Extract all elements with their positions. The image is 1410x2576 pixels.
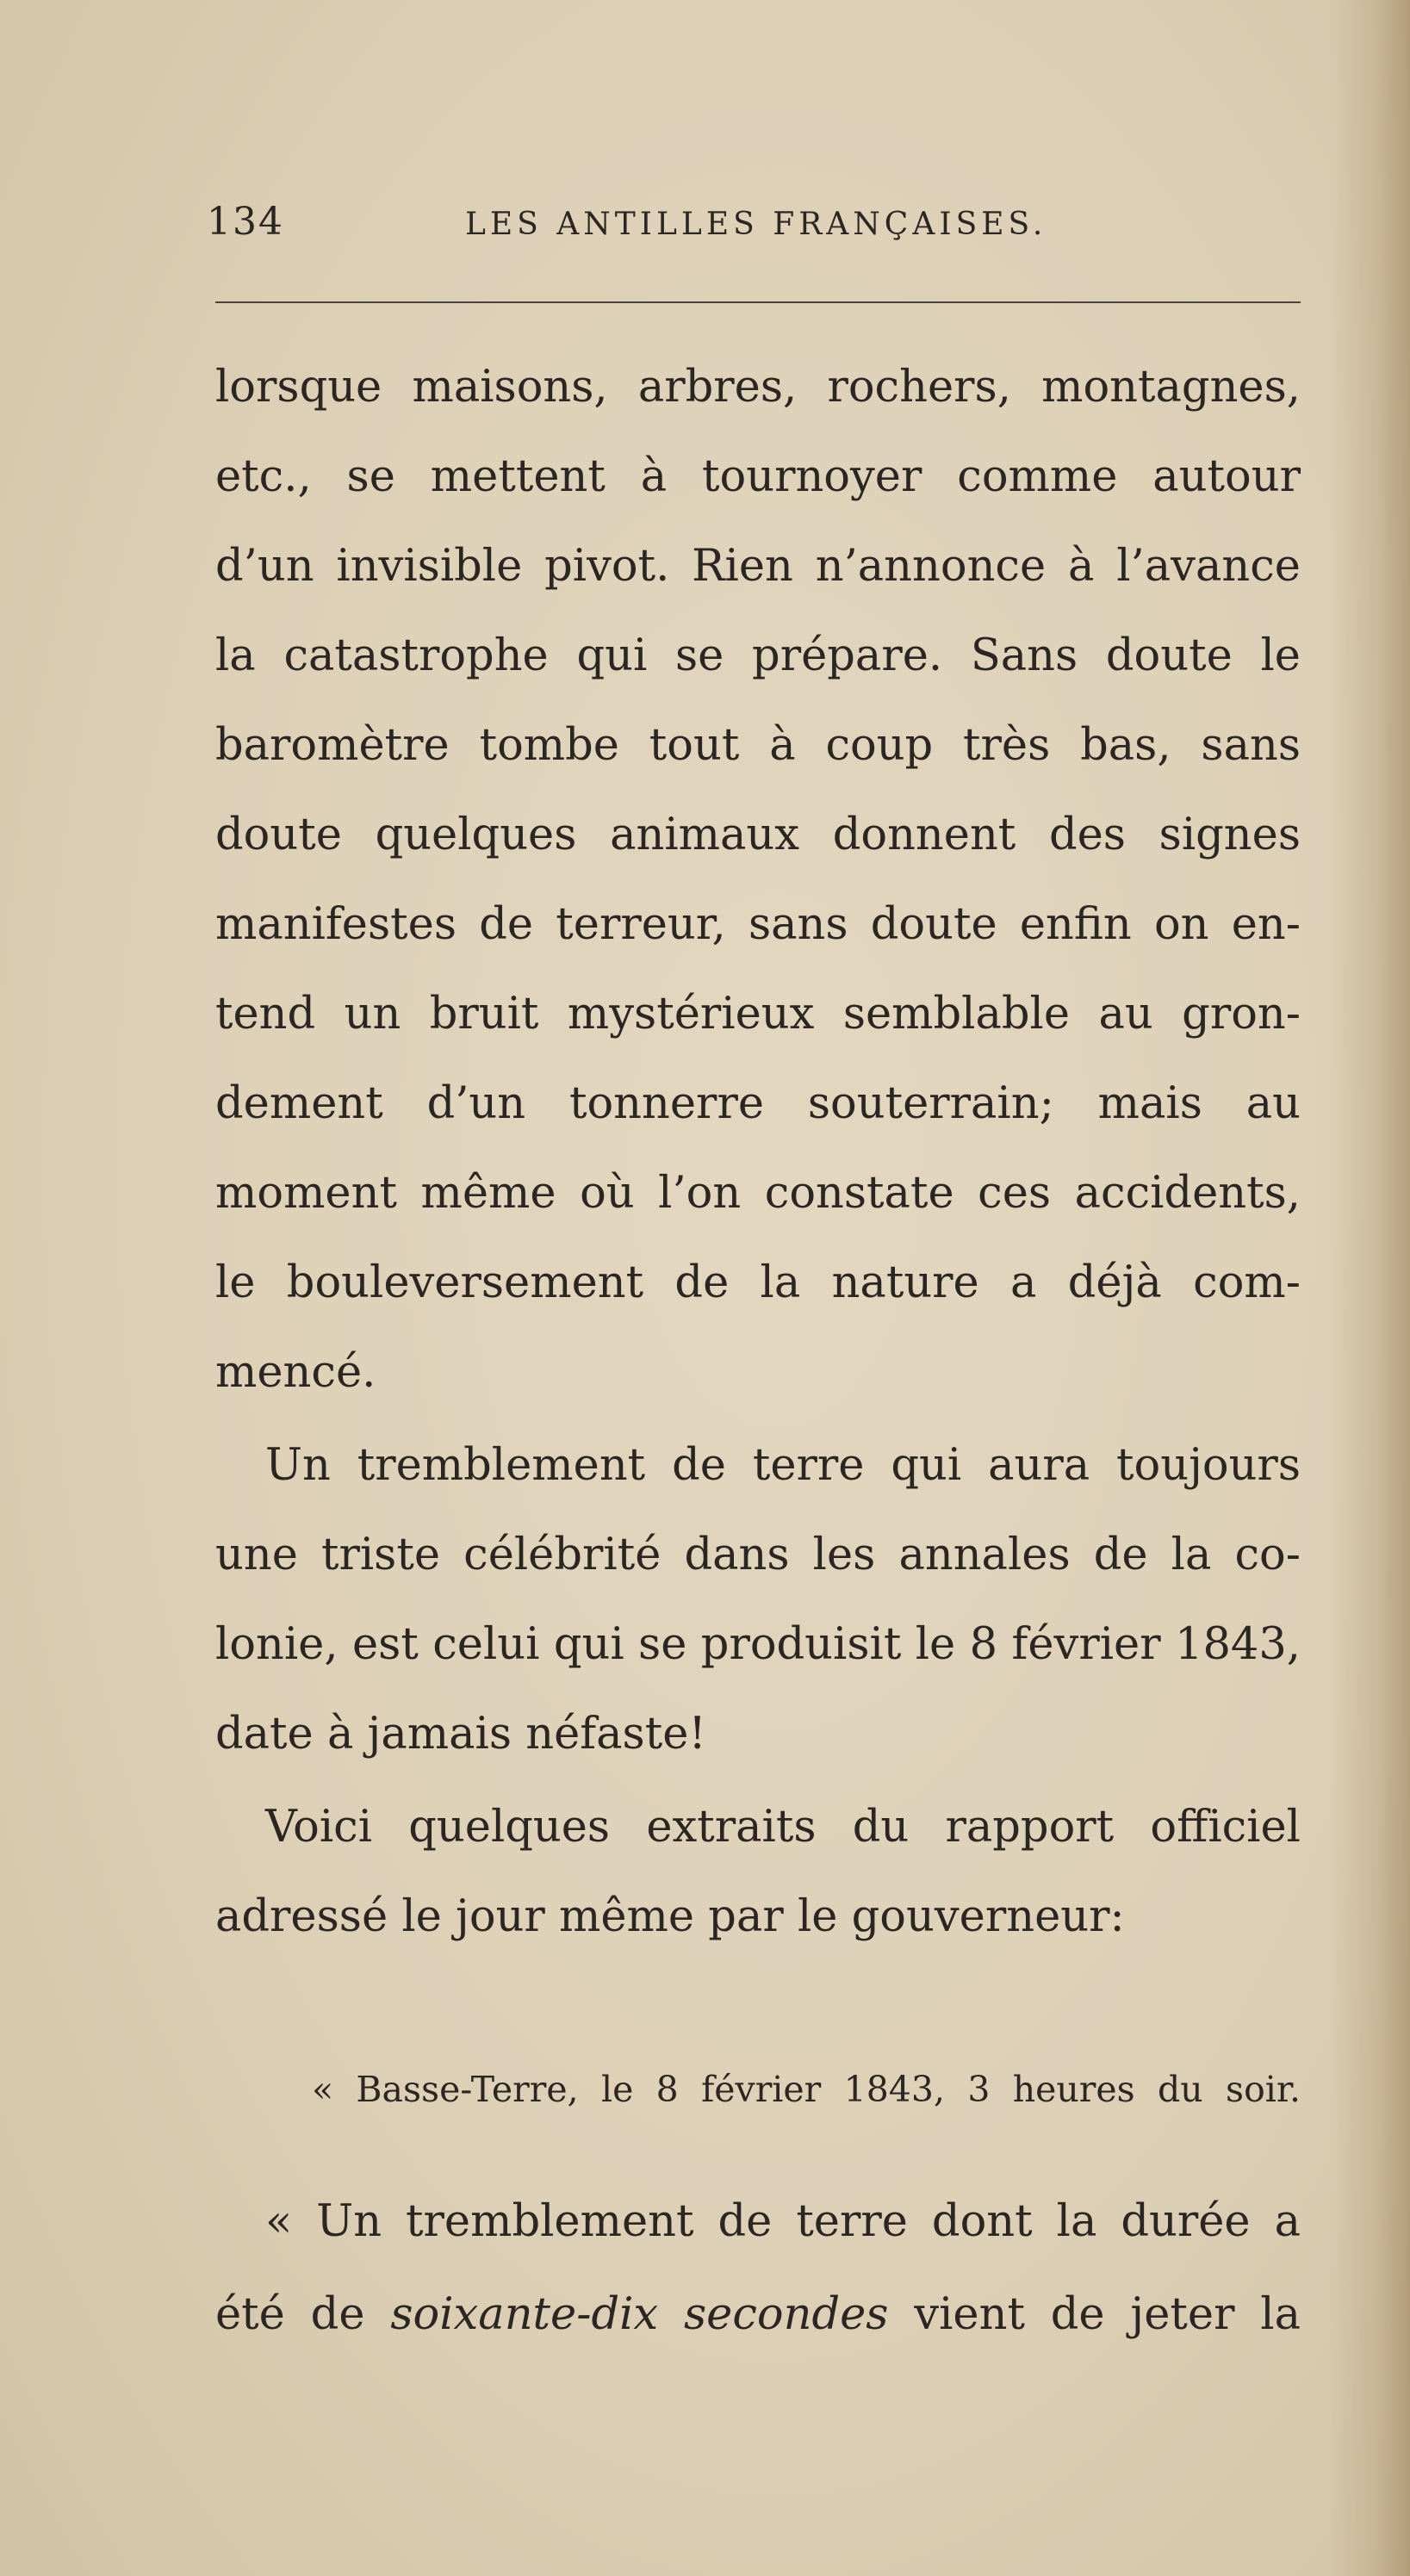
- text-line: doute quelques animaux donnent des signes: [215, 810, 1301, 860]
- page-number: 134: [207, 200, 284, 244]
- text-line: une triste célébrité dans les annales de la co-: [215, 1530, 1301, 1580]
- text-line: le bouleversement de la nature a déjà com-: [215, 1257, 1301, 1308]
- running-title: LES ANTILLES FRANÇAISES.: [465, 207, 1047, 242]
- text-line: mencé.: [215, 1347, 376, 1398]
- text-line: lonie, est celui qui se produisit le 8 février 1843,: [215, 1619, 1301, 1670]
- text-line: date à jamais néfaste!: [215, 1709, 706, 1760]
- letter-dateline: « Basse-Terre, le 8 février 1843, 3 heures du soir.: [312, 2069, 1301, 2110]
- text-line: « Un tremblement de terre dont la durée a: [265, 2196, 1301, 2247]
- text-line: baromètre tombe tout à coup très bas, sans: [215, 720, 1301, 771]
- text-line: d’un invisible pivot. Rien n’annonce à l’avance: [215, 541, 1301, 592]
- text-segment: été de: [215, 2289, 391, 2340]
- text-segment: vient de jeter la: [888, 2289, 1301, 2340]
- text-line: manifestes de terreur, sans doute enfin on en-: [215, 899, 1301, 950]
- text-line: moment même où l’on constate ces accidents,: [215, 1168, 1301, 1219]
- text-line: tend un bruit mystérieux semblable au gron-: [215, 989, 1301, 1040]
- text-line: adressé le jour même par le gouverneur:: [215, 1891, 1125, 1942]
- page-edge-shadow: [1328, 0, 1410, 2576]
- page-header: [207, 200, 1301, 260]
- text-line: etc., se mettent à tournoyer comme autour: [215, 451, 1301, 502]
- italic-text: soixante-dix secondes: [390, 2289, 889, 2340]
- text-line: lorsque maisons, arbres, rochers, montagnes,: [215, 362, 1301, 413]
- text-line: la catastrophe qui se prépare. Sans doute le: [215, 630, 1301, 681]
- text-line: Un tremblement de terre qui aura toujours: [265, 1440, 1301, 1491]
- text-line: dement d’un tonnerre souterrain; mais au: [215, 1078, 1301, 1129]
- text-line: [215, 2285, 1301, 2345]
- header-rule: [215, 301, 1301, 303]
- text-line: Voici quelques extraits du rapport officiel: [265, 1802, 1301, 1853]
